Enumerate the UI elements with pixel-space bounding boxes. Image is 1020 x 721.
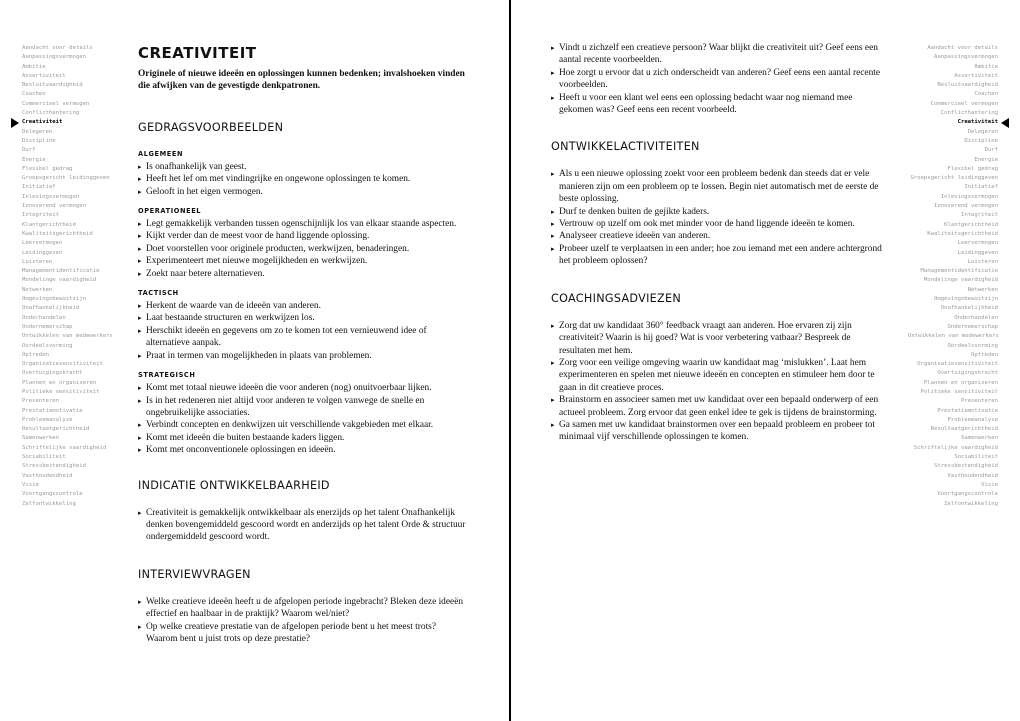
index-item: Energie — [974, 156, 998, 163]
competency-index-left — [22, 44, 113, 509]
list-item: ▸ Probeer uzelf te verplaatsen in een ander; hoe zou iemand met een andere achtergrond het probleem oplossen? — [551, 243, 883, 268]
index-item: Schriftelijke vaardigheid — [22, 444, 107, 451]
index-item: Integriteit — [960, 212, 998, 219]
active-marker-arrow-icon — [11, 118, 19, 128]
coaching-list — [551, 320, 883, 444]
index-item: Onderhandelen — [954, 314, 998, 321]
index-item: Onafhankelijkheid — [940, 305, 998, 312]
index-item: Leidinggeven — [22, 249, 63, 256]
competency-index-right — [908, 44, 998, 509]
index-item: Klantgerichtheid — [22, 221, 76, 228]
index-item: Commercieel vermogen — [22, 100, 90, 107]
ontwikkel-heading: ONTWIKKELACTIVITEITEN — [551, 140, 700, 154]
page-title: CREATIVITEIT — [138, 44, 257, 62]
index-item: Kwaliteitsgerichtheid — [927, 230, 998, 237]
list-item: ▸ Analyseer creatieve ideeën van anderen. — [551, 230, 883, 242]
index-item: Initiatief — [22, 184, 56, 191]
list-item: ▸ Praat in termen van mogelijkheden in plaats van problemen. — [138, 350, 468, 362]
list-item: ▸ Heeft u voor een klant wel eens een oplossing bedacht waar nog niemand mee gekomen was? Geef eens een recent voorbeeld. — [551, 92, 883, 117]
list-item: ▸ Gelooft in het eigen vermogen. — [138, 186, 468, 198]
interview-list-continued — [551, 42, 883, 116]
behavior-group-label: ALGEMEEN — [138, 149, 184, 158]
index-item: Creativiteit — [22, 119, 63, 126]
list-item: ▸ Vindt u zichzelf een creatieve persoon? Waar blijkt die creativiteit uit? Geef eens een aantal recente voorbeelden. — [551, 42, 883, 67]
index-item: Politieke sensitiviteit — [920, 388, 998, 395]
list-item: ▸ Hoe zorgt u ervoor dat u zich onderscheidt van anderen? Geef eens een aantal recente voorbeelden. — [551, 67, 883, 92]
index-item: Vasthoudendheid — [947, 472, 998, 479]
index-item: Innoverend vermogen — [22, 203, 86, 210]
index-item: Ontwikkelen van medewerkers — [22, 333, 113, 340]
index-item: Voortgangscontrole — [22, 491, 83, 498]
right-content — [551, 42, 883, 468]
behavior-group — [138, 288, 468, 362]
index-item: Ambitie — [974, 63, 998, 70]
index-item: Optreden — [22, 351, 49, 358]
index-item: Aandacht voor details — [927, 45, 998, 51]
index-item: Ondernemerschap — [947, 323, 998, 330]
index-item: Creativiteit — [957, 119, 998, 126]
index-item: Innoverend vermogen — [934, 203, 998, 210]
ontwikkel-section — [551, 140, 883, 267]
index-item: Netwerken — [967, 286, 998, 293]
list-item: ▸ Is onafhankelijk van geest. — [138, 161, 468, 173]
behavior-list — [138, 218, 468, 280]
index-item: Stressbestendigheid — [22, 463, 86, 470]
index-item: Managementidentificatie — [920, 268, 998, 275]
behavior-group-label: STRATEGISCH — [138, 371, 196, 380]
index-item: Aandacht voor details — [22, 45, 93, 51]
list-item: ▸ Komt met onconventionele oplossingen en ideeën. — [138, 444, 468, 456]
index-item: Visie — [981, 481, 998, 488]
index-item: Groepsgericht leidinggeven — [22, 175, 110, 182]
index-item: Plannen en organiseren — [923, 379, 998, 386]
list-item: ▸ Zorg dat uw kandidaat 360° feedback vraagt aan anderen. Hoe ervaren zij zijn creativiteit? Waarin is hij goed? Wat is voor verbetering vatbaar? Bespreek de resultaten met hem. — [551, 320, 883, 357]
list-item: ▸ Creativiteit is gemakkelijk ontwikkelbaar als enerzijds op het talent Onafhankelijk denken bovengemiddeld gescoord wordt en anderzijds op het talent Orde & structuur ondergemiddeld gescoord wordt. — [138, 507, 468, 544]
list-item: ▸ Vertrouw op uzelf om ook met minder voor de hand liggende ideeën te komen. — [551, 218, 883, 230]
index-item: Sociabiliteit — [954, 454, 998, 461]
indicatie-list — [138, 507, 468, 544]
interview-section — [138, 568, 468, 646]
index-item: Samenwerken — [22, 435, 60, 442]
index-item: Visie — [22, 481, 39, 488]
index-item: Leervermogen — [957, 240, 998, 247]
list-item: ▸ Welke creatieve ideeën heeft u de afgelopen periode ingebracht? Bleken deze ideeën effectief en haalbaar in de praktijk? Waarom wel/niet? — [138, 596, 468, 621]
index-item: Assertiviteit — [22, 72, 66, 79]
index-item: Flexibel gedrag — [947, 165, 998, 172]
index-item: Leervermogen — [22, 240, 63, 247]
list-item: ▸ Doet voorstellen voor originele producten, werkwijzen, benaderingen. — [138, 243, 468, 255]
ontwikkel-list — [551, 168, 883, 267]
index-item: Onafhankelijkheid — [22, 305, 80, 312]
index-item: Inlevingsvermogen — [940, 193, 998, 200]
list-item: ▸ Verbindt concepten en denkwijzen uit verschillende vakgebieden met elkaar. — [138, 419, 468, 431]
index-item: Delegeren — [22, 128, 53, 135]
index-item: Optreden — [971, 351, 998, 358]
index-item: Coachen — [22, 91, 46, 98]
index-item: Discipline — [964, 137, 998, 144]
behavior-group-label: TACTISCH — [138, 289, 179, 298]
index-item: Vasthoudendheid — [22, 472, 73, 479]
list-item: ▸ Als u een nieuwe oplossing zoekt voor een probleem bedenk dan steeds dat er vele manieren zijn om een probleem op te lossen. Begin niet automatisch met de eerste de beste oplossing. — [551, 168, 883, 205]
index-item: Coachen — [974, 91, 998, 98]
index-item: Resultaatgerichtheid — [930, 426, 998, 433]
index-item: Zelfontwikkeling — [22, 500, 76, 507]
indicatie-heading: INDICATIE ONTWIKKELBAARHEID — [138, 478, 330, 492]
index-item: Initiatief — [964, 184, 998, 191]
behavior-list — [138, 300, 468, 362]
index-item: Oordeelsvorming — [947, 342, 998, 349]
list-item: ▸ Herschikt ideeën en gegevens om zo te komen tot een vernieuwend idee of alternatieve aanpak. — [138, 325, 468, 350]
index-item: Conflicthantering — [22, 110, 80, 117]
coaching-section — [551, 292, 883, 444]
index-item: Assertiviteit — [954, 72, 998, 79]
list-item: ▸ Zoekt naar betere alternatieven. — [138, 268, 468, 280]
index-item: Mondelinge vaardigheid — [923, 277, 998, 284]
interview-list — [138, 596, 468, 646]
behavior-list — [138, 382, 468, 456]
list-item: ▸ Durf te denken buiten de gejikte kaders. — [551, 206, 883, 218]
index-item: Samenwerken — [960, 435, 998, 442]
left-page — [0, 0, 509, 721]
index-item: Plannen en organiseren — [22, 379, 97, 386]
index-item: Organisatiesensitiviteit — [22, 361, 103, 368]
index-item: Probleemanalyse — [22, 416, 73, 423]
coaching-heading: COACHINGSADVIEZEN — [551, 291, 682, 305]
behavior-group — [138, 206, 468, 280]
index-item: Schriftelijke vaardigheid — [913, 444, 998, 451]
index-item: Stressbestendigheid — [934, 463, 998, 470]
interview-continued — [551, 42, 883, 116]
index-item: Prestatiemotivatie — [22, 407, 83, 414]
list-item: ▸ Heeft het lef om met vindingrijke en ongewone oplossingen te komen. — [138, 173, 468, 185]
behavior-groups — [138, 149, 468, 457]
index-item: Omgevingsbewustzijn — [22, 296, 86, 303]
index-item: Inlevingsvermogen — [22, 193, 80, 200]
index-item: Politieke sensitiviteit — [22, 388, 100, 395]
index-item: Managementidentificatie — [22, 268, 100, 275]
index-item: Ambitie — [22, 63, 46, 70]
index-item: Netwerken — [22, 286, 53, 293]
interview-heading: INTERVIEWVRAGEN — [138, 567, 251, 581]
index-item: Commercieel vermogen — [930, 100, 998, 107]
behavior-group — [138, 149, 468, 198]
list-item: ▸ Komt met ideeën die buiten bestaande kaders liggen. — [138, 432, 468, 444]
index-item: Discipline — [22, 137, 56, 144]
index-item: Klantgerichtheid — [944, 221, 998, 228]
list-item: ▸ Laat bestaande structuren en werkwijzen los. — [138, 312, 468, 324]
index-item: Onderhandelen — [22, 314, 66, 321]
index-item: Organisatiesensitiviteit — [917, 361, 998, 368]
index-item: Groepsgericht leidinggeven — [910, 175, 998, 182]
list-item: ▸ Legt gemakkelijk verbanden tussen ogenschijnlijk los van elkaar staande aspecten. — [138, 218, 468, 230]
intro-definition: Originele of nieuwe ideeën en oplossingen kunnen bedenken; invalshoeken vinden die afwijken van de gevestigde denkpatronen. — [138, 69, 465, 92]
list-item: ▸ Herkent de waarde van de ideeën van anderen. — [138, 300, 468, 312]
index-item: Zelfontwikkeling — [944, 500, 998, 507]
index-item: Kwaliteitsgerichtheid — [22, 230, 93, 237]
index-item: Durf — [984, 147, 998, 154]
indicatie-section — [138, 479, 468, 544]
index-item: Flexibel gedrag — [22, 165, 73, 172]
index-item: Oordeelsvorming — [22, 342, 73, 349]
list-item: ▸ Komt met totaal nieuwe ideeën die voor anderen (nog) onuitvoerbaar lijken. — [138, 382, 468, 394]
left-content — [138, 40, 468, 669]
gedrag-heading: GEDRAGSVOORBEELDEN — [138, 120, 284, 134]
list-item: ▸ Op welke creatieve prestatie van de afgelopen periode bent u het meest trots? Waarom bent u juist trots op deze prestatie? — [138, 621, 468, 646]
index-item: Omgevingsbewustzijn — [934, 296, 998, 303]
index-item: Besluitvaardigheid — [937, 82, 998, 89]
index-item: Delegeren — [967, 128, 998, 135]
index-item: Leidinggeven — [957, 249, 998, 256]
list-item: ▸ Zorg voor een veilige omgeving waarin uw kandidaat mag ‘mislukken’. Laat hem experimenteren en spelen met nieuwe ideeën en concepten en stimuleer hem door te gaan in dit creatieve proces. — [551, 357, 883, 394]
index-item: Voortgangscontrole — [937, 491, 998, 498]
index-item: Aanpassingsvermogen — [22, 54, 86, 61]
index-item: Overtuigingskracht — [22, 370, 83, 377]
index-item: Sociabiliteit — [22, 454, 66, 461]
list-item: ▸ Ga samen met uw kandidaat brainstormen over een bepaald probleem en probeer tot minimaal vijf verschillende oplossingen te komen. — [551, 419, 883, 444]
index-item: Besluitvaardigheid — [22, 82, 83, 89]
active-marker-arrow-icon — [1001, 118, 1009, 128]
index-item: Resultaatgerichtheid — [22, 426, 90, 433]
index-item: Presenteren — [960, 398, 998, 405]
index-item: Ontwikkelen van medewerkers — [908, 333, 999, 340]
index-item: Integriteit — [22, 212, 60, 219]
index-item: Aanpassingsvermogen — [934, 54, 998, 61]
index-item: Overtuigingskracht — [937, 370, 998, 377]
list-item: ▸ Experimenteert met nieuwe mogelijkheden en werkwijzen. — [138, 255, 468, 267]
index-item: Conflicthantering — [940, 110, 998, 117]
behavior-group-label: OPERATIONEEL — [138, 207, 202, 216]
index-item: Energie — [22, 156, 46, 163]
list-item: ▸ Is in het redeneren niet altijd voor anderen te volgen vanwege de snelle en ongebruikelijke associaties. — [138, 395, 468, 420]
index-item: Durf — [22, 147, 36, 154]
right-page — [511, 0, 1020, 721]
index-item: Mondelinge vaardigheid — [22, 277, 97, 284]
index-item: Luisteren — [22, 258, 53, 265]
index-item: Presenteren — [22, 398, 60, 405]
index-item: Luisteren — [967, 258, 998, 265]
behavior-group — [138, 370, 468, 456]
index-item: Ondernemerschap — [22, 323, 73, 330]
behavior-list — [138, 161, 468, 198]
list-item: ▸ Brainstorm en associeer samen met uw kandidaat over een bepaald onderwerp of een actueel probleem. Zorg ervoor dat geen enkel idee te gek is tijdens de brainstorming. — [551, 394, 883, 419]
index-item: Prestatiemotivatie — [937, 407, 998, 414]
index-item: Probleemanalyse — [947, 416, 998, 423]
list-item: ▸ Kijkt verder dan de meest voor de hand liggende oplossing. — [138, 230, 468, 242]
